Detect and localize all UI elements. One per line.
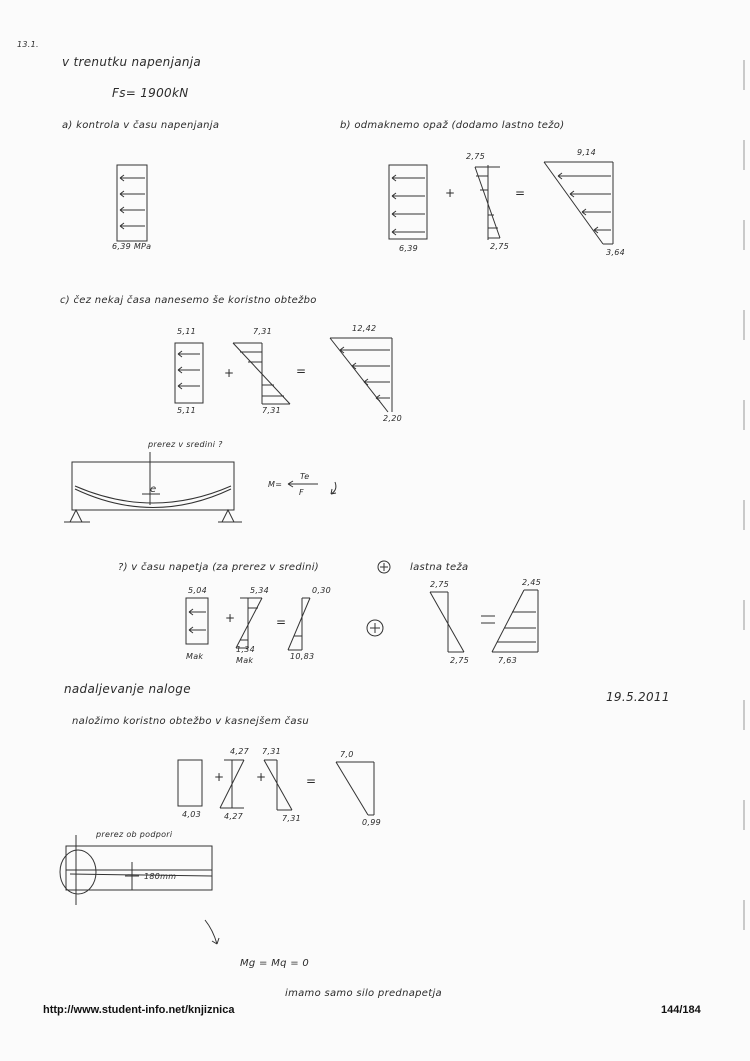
- label-b-result-top: 9,14: [577, 148, 597, 157]
- diagram-c-uniform: [175, 343, 203, 403]
- label-b-result-bottom: 3,64: [606, 248, 626, 257]
- equals-c: =: [296, 364, 307, 378]
- heading-c: c) čez nekaj časa nanesemo še koristno obtežbo: [60, 295, 317, 306]
- label-d-p2-bottom: 1,34: [236, 645, 256, 654]
- beam-note-midspan: prerez v sredini ?: [148, 440, 223, 449]
- moment-note: M=: [268, 480, 283, 489]
- diagram-b-uniform: [389, 165, 427, 239]
- plus-c: +: [224, 366, 235, 380]
- label-d-p1-bottom: Mak: [186, 652, 204, 661]
- label-d-p1-top: 5,04: [188, 586, 208, 595]
- label-e-v2-top: 4,27: [230, 747, 250, 756]
- support-note: prerez ob podpori: [96, 830, 173, 839]
- diagram-c-bending: [233, 343, 290, 404]
- dim-label: 180mm: [144, 872, 177, 881]
- self-weight-label: lastna teža: [410, 562, 469, 573]
- label-a-stress: 6,39 MPa: [112, 242, 152, 251]
- label-e-res-top: 7,0: [340, 750, 354, 759]
- label-c-result-bottom: 2,20: [383, 414, 403, 423]
- diagram-d-panels: [186, 598, 310, 650]
- diagram-e-series: [178, 760, 374, 815]
- label-e-res-bottom: 0,99: [362, 818, 382, 827]
- plus-e1: +: [214, 770, 225, 784]
- label-c-mid-bottom: 7,31: [262, 406, 282, 415]
- label-d-p2-top: 5,34: [250, 586, 270, 595]
- equals-d: =: [276, 615, 287, 629]
- label-c-result-top: 12,42: [352, 324, 377, 333]
- label-d-swres-bottom: 7,63: [498, 656, 518, 665]
- binding-edge-marks: [740, 0, 750, 1061]
- label-c-mid-top: 7,31: [253, 327, 273, 336]
- heading-a: a) kontrola v času napenjanja: [62, 120, 220, 131]
- label-c-left-top: 5,11: [177, 327, 197, 336]
- diagram-c-result: [330, 338, 392, 412]
- conclusion-text: imamo samo silo prednapetja: [285, 988, 442, 999]
- label-d-p2-bottom2: Mak: [236, 656, 254, 665]
- footer-page-number: 144/184: [661, 1004, 701, 1016]
- intro-text: v trenutku napenjanja: [62, 55, 202, 69]
- page-number-mark: 13.1.: [17, 40, 39, 49]
- heading-e: nadaljevanje naloge: [64, 682, 191, 696]
- diagram-a-stress-block: [117, 165, 147, 241]
- label-e: e: [150, 484, 157, 495]
- diagram-b-result: [544, 162, 613, 244]
- moment-sketch: [288, 481, 336, 494]
- label-d-p3-bottom: 10,83: [290, 652, 315, 661]
- label-b-left-bottom: 6,39: [399, 244, 419, 253]
- diagram-b-bending: [475, 165, 500, 240]
- plus-e2: +: [256, 770, 267, 784]
- heading-d: ?) v času napetja (za prerez v sredini): [118, 562, 319, 573]
- label-e-v3-bottom: 7,31: [282, 814, 302, 823]
- label-te: Te: [300, 472, 310, 481]
- label-b-mid-bottom: 2,75: [490, 242, 510, 251]
- label-d-sw-bottom: 2,75: [450, 656, 470, 665]
- label-e-v1-bottom: 4,03: [182, 810, 202, 819]
- footer-url[interactable]: http://www.student-info.net/knjiznica: [43, 1004, 235, 1016]
- moment-equation: Mg = Mq = 0: [240, 958, 310, 969]
- label-d-sw-top: 2,75: [430, 580, 450, 589]
- plus-d: +: [225, 611, 236, 625]
- plus-b: +: [445, 186, 456, 200]
- label-b-mid-top: 2,75: [466, 152, 486, 161]
- label-c-left-bottom: 5,11: [177, 406, 197, 415]
- label-e-v2-bottom: 4,27: [224, 812, 244, 821]
- label-f: F: [299, 488, 304, 497]
- subheading-e: naložimo koristno obtežbo v kasnejšem času: [72, 716, 309, 727]
- equals-b: =: [515, 186, 526, 200]
- date: 19.5.2011: [606, 690, 670, 704]
- force-text: Fs= 1900kN: [112, 86, 189, 100]
- heading-b: b) odmaknemo opaž (dodamo lastno težo): [340, 120, 565, 131]
- arrow-down-sketch: [205, 920, 219, 944]
- label-d-swres-top: 2,45: [522, 578, 542, 587]
- beam-sketch-support: [60, 835, 212, 905]
- equals-e: =: [306, 774, 317, 788]
- label-d-p3-top: 0,30: [312, 586, 332, 595]
- circle-plus-icons: [367, 561, 390, 636]
- label-e-v3-top: 7,31: [262, 747, 282, 756]
- diagram-d-self-weight: [430, 590, 538, 652]
